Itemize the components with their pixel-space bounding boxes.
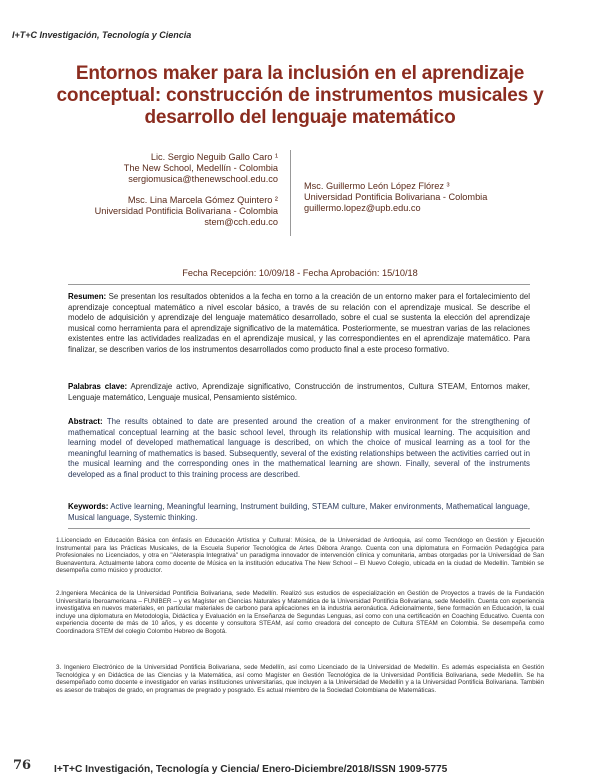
author-divider (290, 150, 291, 236)
journal-header: I+T+C Investigación, Tecnología y Ciencia (12, 30, 192, 40)
footnote-2: 2.Ingeniera Mecánica de la Universidad Pontificia Bolivariana, sede Medellín. Realizó sus estudios de especialización en Gestión de Proyectos a través de la Fundación Universitaria Iberoamericana – FUNIBER – y es Magíster en Ciencias Naturales y Matemática de la Universidad Pontificia Bolivariana, sede Medellín. Cuenta con experiencia investigativa en nuevos materiales, en particular materiales de carbono para aplicaciones en la industria aeronáutica. Adicionalmente, tiene formación en Educación, la cual incluye una diplomatura en Metodología, Didáctica y Evaluación en la Enseñanza de Segundas Lenguas, así como con una certificación en Coaching Educativo. Cuenta con experiencia docente de más de 10 años, y es docente y consultora STEAM, así como creadora del concepto de Cultura STEAM en Colombia. Se desempeña como Coordinadora STEM del colegio Colombo Hebreo de Bogotá. (56, 590, 544, 635)
author-1-affiliation: The New School, Medellín - Colombia (123, 163, 278, 174)
article-title: Entornos maker para la inclusión en el aprendizaje conceptual: construcción de instrumentos musicales y desarrollo del lenguaje matemático (56, 63, 544, 128)
page-number: 76 (13, 758, 32, 773)
abstract-label: Abstract: (68, 417, 103, 426)
journal-footer: I+T+C Investigación, Tecnología y Ciencia/ Enero-Diciembre/2018/ISSN 1909-5775 (54, 764, 448, 775)
footnote-1: 1.Licenciado en Educación Básica con énfasis en Educación Artística y Cultural: Música, de la Universidad de Antioquia, así como Tecnólogo en Gestión y Ejecución Instrumental para las Prácticas Musicales, de la Escuela Superior Tecnológica de Artes Débora Arango. Cuenta con una diplomatura en Formación Pedagógica para Profesionales no Licenciados, y otra en "Aleteraspia Integrativa" un paradigma innovador de intervención clínica y comunitaria, ambas otorgadas por la Universidad de San Buenaventura. Actualmente labora como docente de Música en la institución educativa The New School – El Nuevo Colegio, ubicada en la ciudad de Medellín. También se desempeña como músico y productor. (56, 537, 544, 575)
authors-right (304, 181, 487, 215)
author-3-email[interactable]: guillermo.lopez@upb.edu.co (304, 203, 421, 214)
author-2-name: Msc. Lina Marcela Gómez Quintero ² (127, 194, 278, 205)
palabras-clave-text: Aprendizaje activo, Aprendizaje significativo, Construcción de instrumentos, Cultura STEAM, Entornos maker, Lenguaje matemático, Lenguaje musical, Pensamiento sistémico. (68, 382, 530, 402)
keywords-label: Keywords: (68, 502, 109, 511)
abstract (68, 417, 530, 481)
palabras-clave (68, 382, 530, 403)
keywords-text: Active learning, Meaningful learning, Instrument building, STEAM culture, Maker environments, Mathematical language, Musical language, Systemic thinking. (68, 502, 530, 522)
rule-bottom (68, 528, 530, 529)
abstract-text: The results obtained to date are presented around the creation of a maker environment for the strengthening of mathematical conceptual learning at the basic school level, through its relationship with musical learning. The acquisition and learning model of developed mathematical language is described, on which the choice of musical learning as a tool for the meaningful learning of mathematics is based. Subsequently, several of the existing relationships between the activities carried out in the musical learning and the corresponding ones in the mathematical learning are shown. Finally, several of the instruments developed as a final product to this training process are described. (68, 417, 530, 479)
author-1-name: Lic. Sergio Neguib Gallo Caro ¹ (150, 152, 278, 162)
author-2-email[interactable]: stem@cch.edu.co (204, 217, 278, 228)
palabras-clave-label: Palabras clave: (68, 382, 128, 391)
author-3-affiliation: Universidad Pontificia Bolivariana - Colombia (304, 192, 488, 203)
author-1-email[interactable]: sergiomusica@thenewschool.edu.co (128, 174, 278, 185)
keywords (68, 502, 530, 523)
reception-approval-dates: Fecha Recepción: 10/09/18 - Fecha Aprobación: 15/10/18 (182, 268, 418, 278)
author-2-affiliation: Universidad Pontificia Bolivariana - Colombia (94, 205, 278, 216)
resumen-text: Se presentan los resultados obtenidos a la fecha en torno a la creación de un entorno maker para el fortalecimiento del aprendizaje conceptual matemático a nivel escolar básico, a través de su relación con el aprendizaje musical. Se describe el modelo de adquisición y aprendizaje del lenguaje matemático desarrollado, sobre el cual se sustenta la elección del aprendizaje musical como herramienta para el aprendizaje significativo de la matemática. Posteriormente, se muestran varias de las relaciones existentes entre las actividades realizadas en el aprendizaje musical, y las correspondientes en el aprendizaje matemático. Para finalizar, se describen varios de los instrumentos desarrollados como producto final a este proceso formativo. (68, 292, 530, 354)
rule-top (68, 284, 530, 285)
footnote-3: 3. Ingeniero Electrónico de la Universidad Pontificia Bolivariana, sede Medellín, así como Licenciado de la Universidad de Medellín. Es además especialista en Gestión Tecnológica y en Didáctica de las Ciencias y la Matemática, así como Magíster en Gestión Tecnológica de la Universidad Pontificia Bolivariana, sede Medellín. Se ha desempeñado como docente e investigador en varias instituciones universitarias, que incluyen a la Universidad de Medellín y a la Universidad Pontificia Bolivariana. También es asesor de trabajos de grado, en programas de pregrado y posgrado. Es actual miembro de la Sociedad Colombiana de Matemáticas. (56, 664, 544, 694)
resumen (68, 292, 530, 356)
authors-left (95, 152, 278, 228)
author-3-name: Msc. Guillermo León López Flórez ³ (304, 181, 450, 191)
resumen-label: Resumen: (68, 292, 107, 301)
